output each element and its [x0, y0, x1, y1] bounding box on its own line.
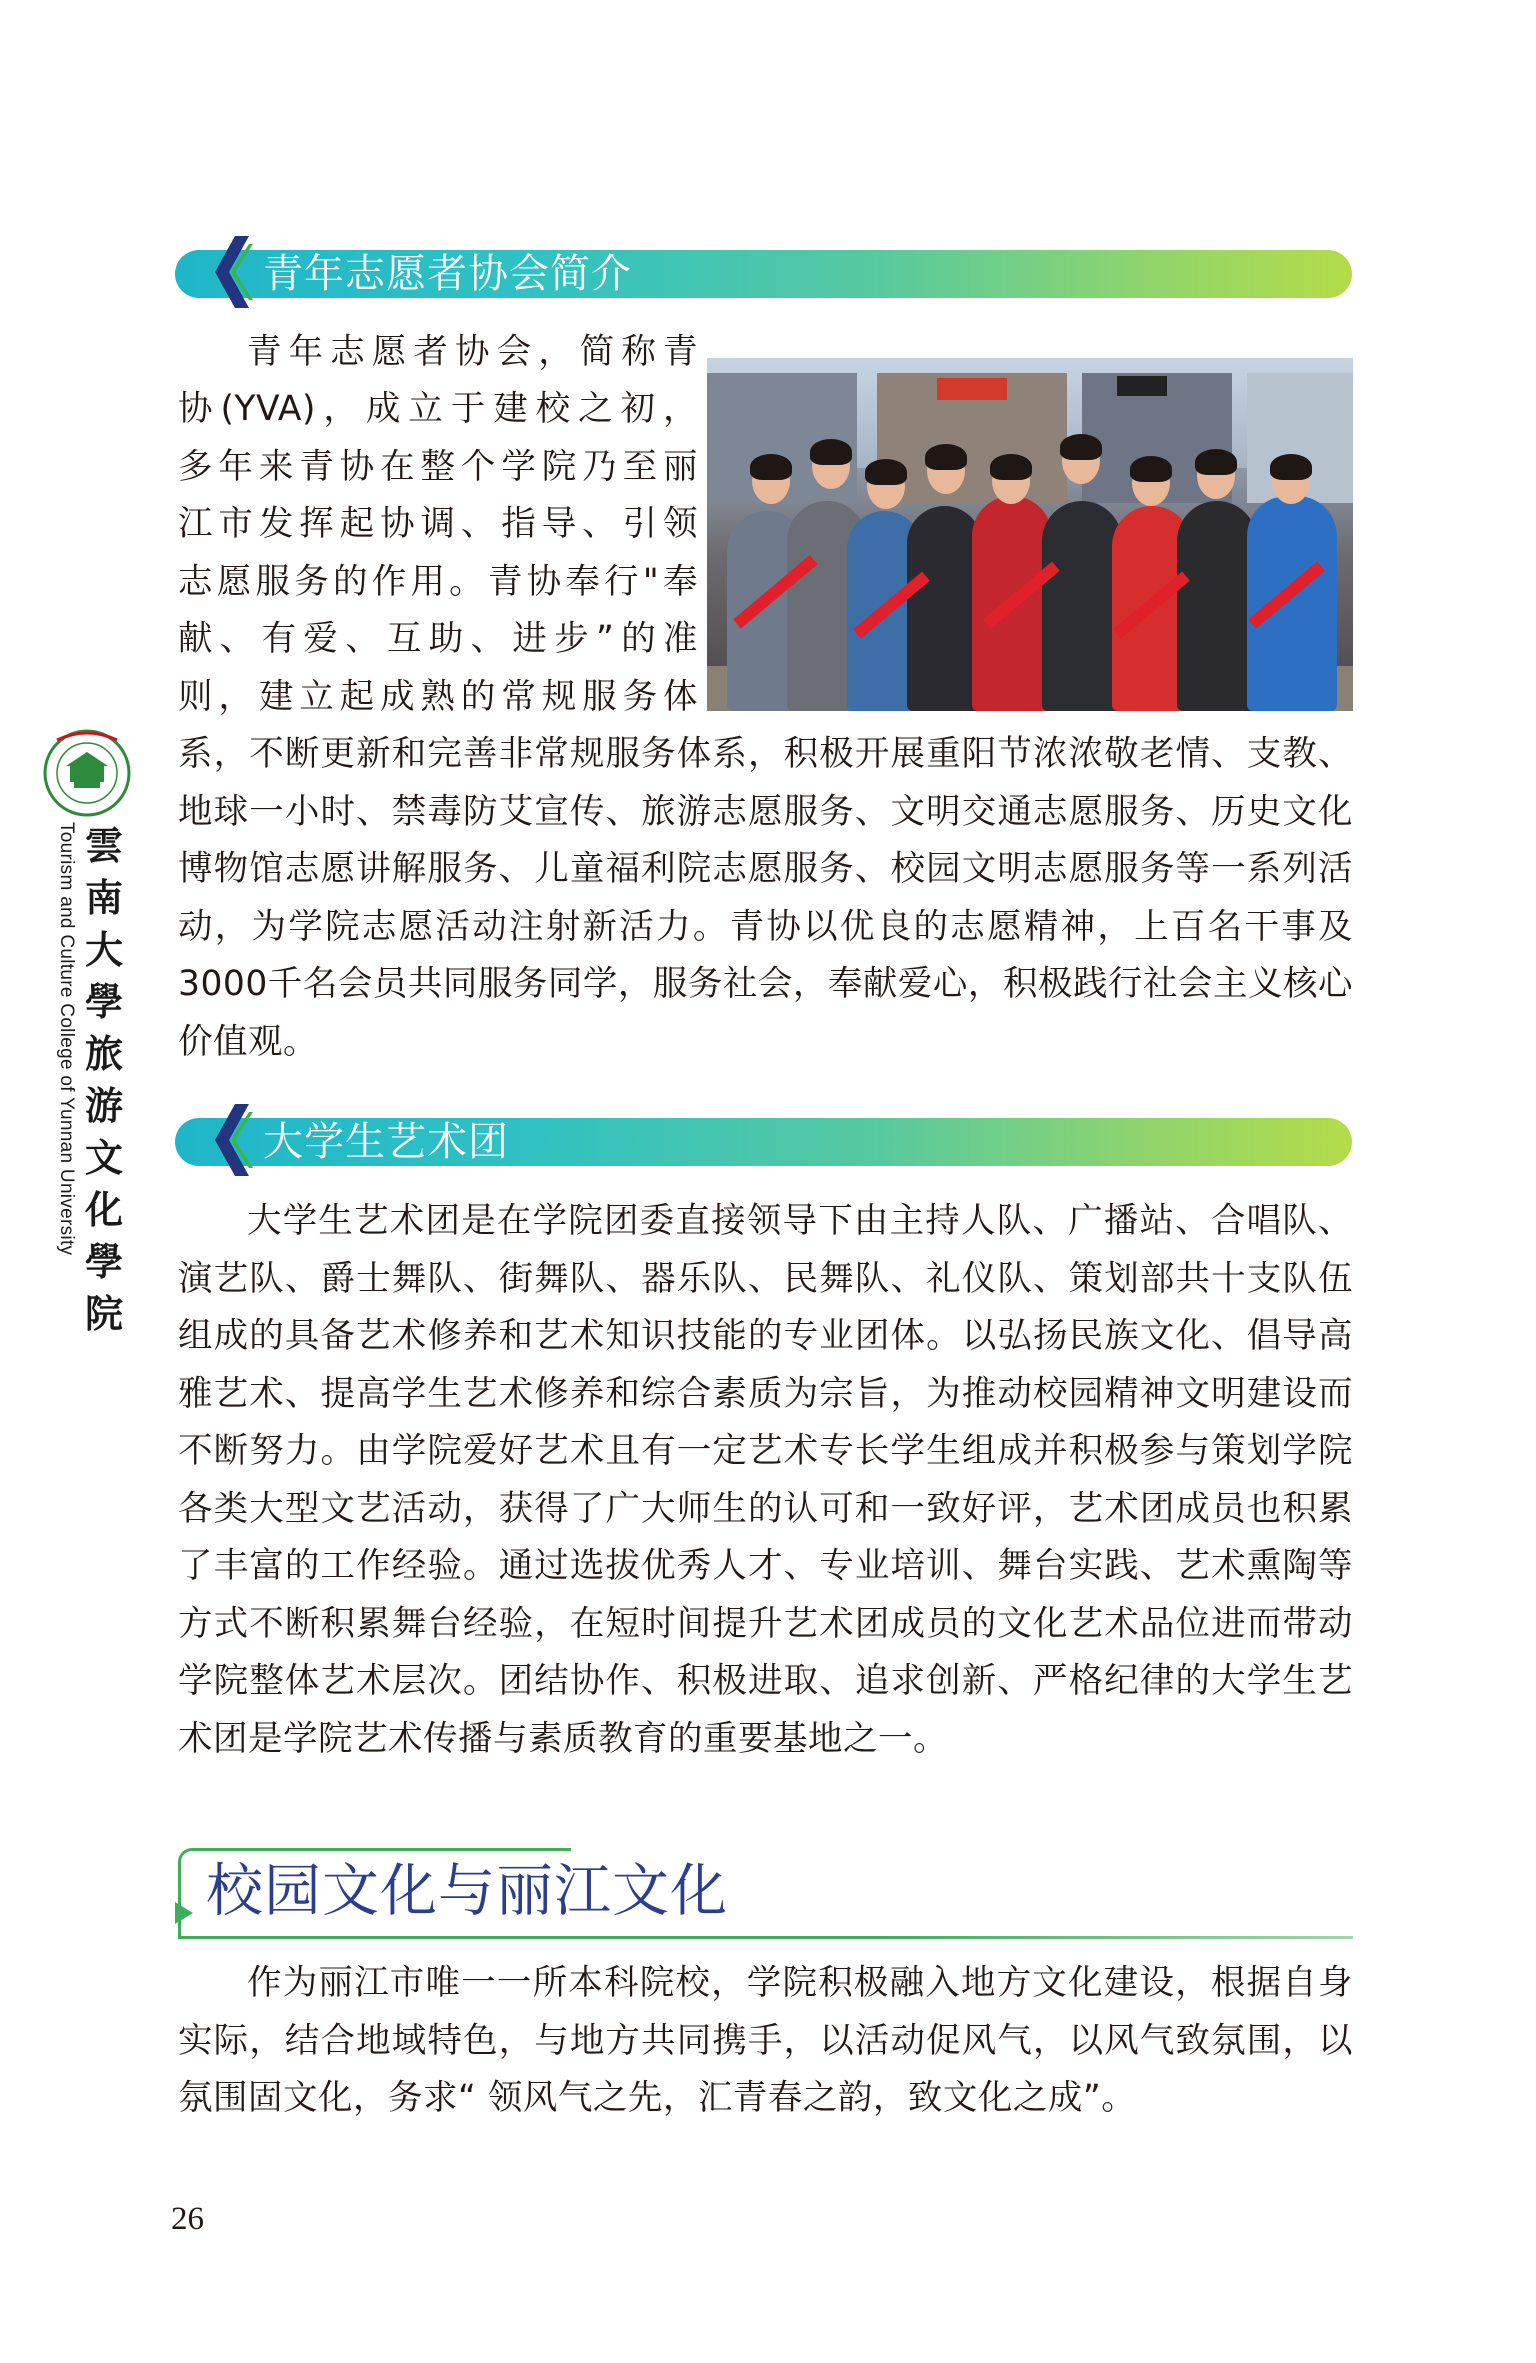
section-heading-outline [178, 1848, 1353, 1938]
chevron-icon [205, 236, 253, 308]
paragraph-line: 协(YVA)，成立于建校之初， [178, 389, 698, 429]
paragraph-line: 多年来青协在整个学院乃至丽 [178, 447, 698, 487]
section-title: 青年志愿者协会简介 [263, 251, 632, 297]
chevron-icon [205, 1104, 253, 1176]
school-logo-icon [42, 728, 132, 818]
section-heading-band [175, 250, 1352, 298]
photo-crowd [727, 468, 1343, 711]
school-name-chinese: 雲南大學旅游文化學院 [84, 823, 123, 1336]
volunteers-photo [707, 358, 1353, 711]
paragraph-body: 作为丽江市唯一一所本科院校，学院积极融入地方文化建设，根据自身实际，结合地域特色，与地方共同携手，以活动促风气，以风气致氛围，以氛围固文化，务求“ 领风气之先，汇青春之韵，致文化之成”。 [178, 1963, 1353, 2118]
photo-signboard [1117, 376, 1167, 396]
photo-signboard [937, 378, 1007, 400]
paragraph-line: 江市发挥起协调、指导、引领 [178, 504, 698, 544]
triangle-arrow-icon [175, 1902, 193, 1924]
section-heading-band [175, 1118, 1352, 1166]
paragraph-line: 献、有爱、互助、进步”的准 [178, 619, 698, 659]
paragraph-line: 志愿服务的作用。青协奉行"奉 [178, 562, 698, 602]
page-number: 26 [171, 2201, 204, 2237]
paragraph-body: 大学生艺术团是在学院团委直接领导下由主持人队、广播站、合唱队、演艺队、爵士舞队、街舞队、器乐队、民舞队、礼仪队、策划部共十支队伍组成的具备艺术修养和艺术知识技能的专业团体。以弘扬民族文化、倡导高雅艺术、提高学生艺术修养和综合素质为宗旨，为推动校园精神文明建设而不断努力。由学院爱好艺术且有一定艺术专长学生组成并积极参与策划学院各类大型文艺活动，获得了广大师生的认可和一致好评，艺术团成员也积累了丰富的工作经验。通过选拔优秀人才、专业培训、舞台实践、艺术熏陶等方式不断积累舞台经验，在短时间提升艺术团成员的文化艺术品位进而带动学院整体艺术层次。团结协作、积极进取、追求创新、严格纪律的大学生艺术团是学院艺术传播与素质教育的重要基地之一。 [178, 1201, 1353, 1759]
section-title: 大学生艺术团 [263, 1119, 509, 1165]
paragraph-body: 系，不断更新和完善非常规服务体系，积极开展重阳节浓浓敬老情、支教、地球一小时、禁毒防艾宣传、旅游志愿服务、文明交通志愿服务、历史文化博物馆志愿讲解服务、儿童福利院志愿服务、校园文明志愿服务等一系列活动，为学院志愿活动注射新活力。青协以优良的志愿精神，上百名干事及3000千名会员共同服务同学，服务社会，奉献爱心，积极践行社会主义核心价值观。 [178, 734, 1353, 1062]
paragraph-line: 则，建立起成熟的常规服务体 [178, 677, 698, 717]
heading-underline [178, 1936, 1353, 1939]
paragraph-line: 青年志愿者协会，简称青 [247, 332, 698, 372]
section-title: 校园文化与丽江文化 [206, 1858, 728, 1924]
school-name-english: Tourism and Culture College of Yunnan University [56, 822, 77, 1256]
